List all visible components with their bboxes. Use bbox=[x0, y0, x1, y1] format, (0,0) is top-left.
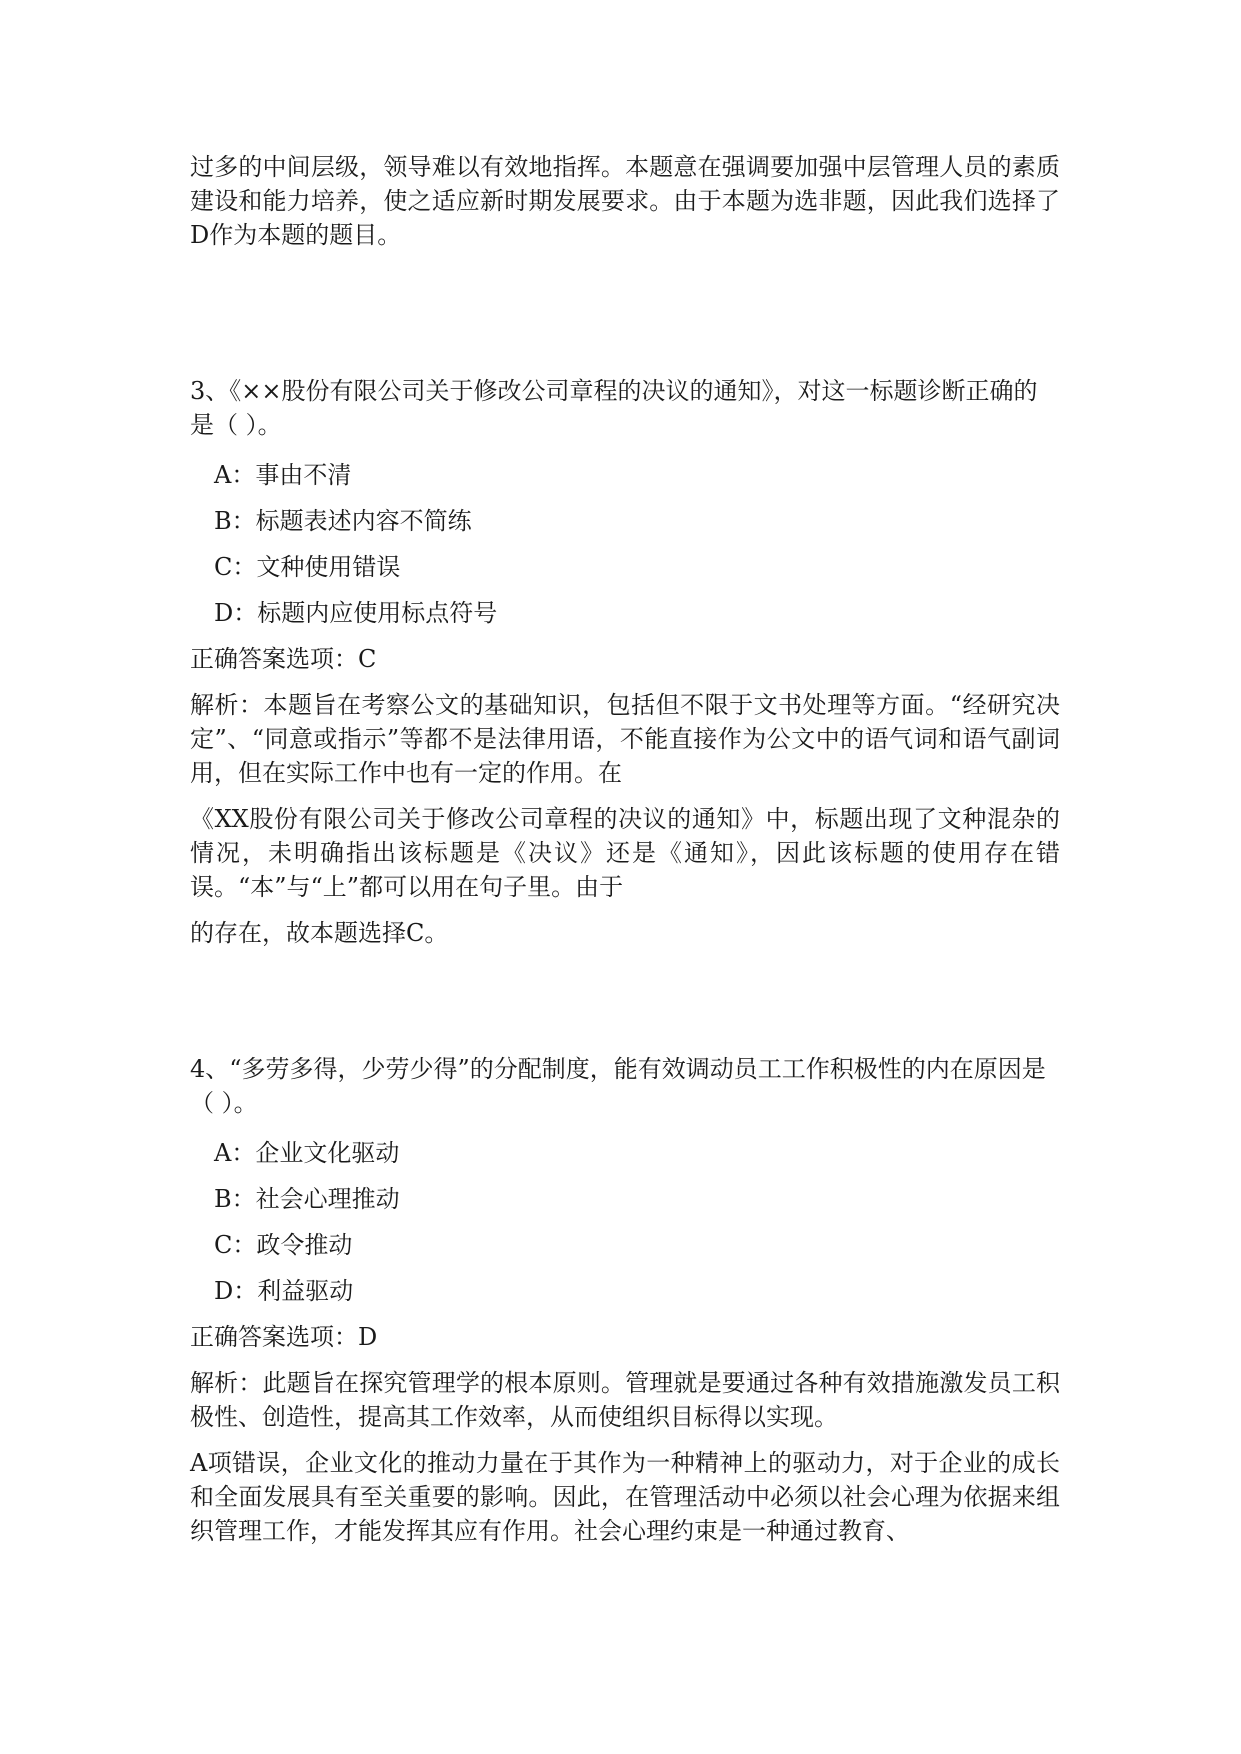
question-4-option-b: B：社会心理推动 bbox=[214, 1185, 400, 1213]
question-3-option-d: D：标题内应使用标点符号 bbox=[214, 599, 498, 627]
question-3-analysis-2: 《XX股份有限公司关于修改公司章程的决议的通知》中，标题出现了文种混杂的情况，未明确指出该标题是《决议》还是《通知》，因此该标题的使用存在错误。“本”与“上”都可以用在句子里。由于 bbox=[190, 805, 1060, 901]
question-3-option-b: B：标题表述内容不简练 bbox=[214, 507, 472, 535]
question-3 bbox=[190, 374, 1060, 950]
question-4-title: 4、“多劳多得，少劳少得”的分配制度，能有效调动员工工作积极性的内在原因是（ ）。 bbox=[190, 1055, 1046, 1117]
question-4-answer: 正确答案选项：D bbox=[190, 1323, 378, 1351]
question-3-title: 3、《××股份有限公司关于修改公司章程的决议的通知》，对这一标题诊断正确的是（ ）。 bbox=[190, 377, 1038, 439]
question-4-option-c: C：政令推动 bbox=[214, 1231, 353, 1259]
question-4-option-d: D：利益驱动 bbox=[214, 1277, 354, 1305]
question-4-analysis-1: 解析：此题旨在探究管理学的根本原则。管理就是要通过各种有效措施激发员工积极性、创造性，提高其工作效率，从而使组织目标得以实现。 bbox=[190, 1369, 1060, 1431]
question-3-analysis-1: 解析：本题旨在考察公文的基础知识，包括但不限于文书处理等方面。“经研究决定”、“同意或指示”等都不是法律用语，不能直接作为公文中的语气词和语气副词用，但在实际工作中也有一定的作用。在 bbox=[190, 691, 1060, 787]
question-4-option-a: A：企业文化驱动 bbox=[214, 1139, 400, 1167]
intro-paragraph: 过多的中间层级，领导难以有效地指挥。本题意在强调要加强中层管理人员的素质建设和能力培养，使之适应新时期发展要求。由于本题为选非题，因此我们选择了D作为本题的题目。 bbox=[190, 153, 1060, 249]
question-3-answer: 正确答案选项：C bbox=[190, 645, 377, 673]
question-4-analysis-2: A项错误，企业文化的推动力量在于其作为一种精神上的驱动力，对于企业的成长和全面发展具有至关重要的影响。因此，在管理活动中必须以社会心理为依据来组织管理工作，才能发挥其应有作用。社会心理约束是一种通过教育、 bbox=[190, 1449, 1060, 1545]
document-page bbox=[190, 150, 1060, 1548]
question-4 bbox=[190, 1052, 1060, 1548]
question-3-option-a: A：事由不清 bbox=[214, 461, 352, 489]
question-3-option-c: C：文种使用错误 bbox=[214, 553, 401, 581]
question-3-analysis-3: 的存在，故本题选择C。 bbox=[190, 919, 449, 947]
